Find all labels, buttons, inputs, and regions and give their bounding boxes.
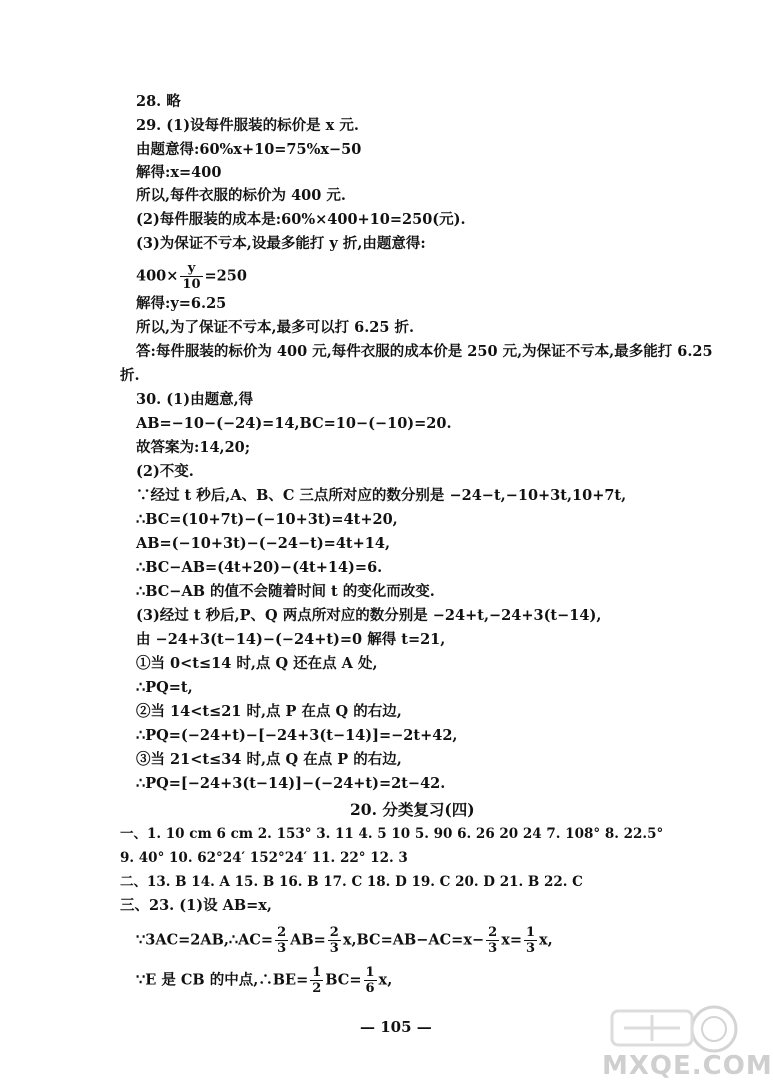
fraction-numerator: 2 <box>329 925 339 940</box>
fraction-1-2 <box>310 966 323 995</box>
answer-30-line-10: (3)经过 t 秒后,P、Q 两点所对应的数分别是 −24+t,−24+3(t−14), <box>136 607 602 624</box>
answer-30-line-4: (2)不变. <box>136 463 194 480</box>
fraction-2-3 <box>275 926 288 955</box>
section-1-line-1: 一、1. 10 cm 6 cm 2. 153° 3. 11 4. 5 10 5. 90 6. 26 20 24 7. 108° 8. 22.5° <box>120 826 664 842</box>
text-seg: ∵3AC=2AB,∴AC= <box>136 931 274 949</box>
answer-28: 28. 略 <box>136 93 181 110</box>
answer-30-line-1: 30. (1)由题意,得 <box>136 391 254 408</box>
answer-30-line-15: ∴PQ=(−24+t)−[−24+3(t−14)]=−2t+42, <box>136 727 458 744</box>
answer-30-line-11: 由 −24+3(t−14)−(−24+t)=0 解得 t=21, <box>136 631 446 648</box>
text-seg: x, <box>539 931 553 949</box>
text-seg: x= <box>501 931 522 949</box>
fraction-numerator: 1 <box>312 965 322 980</box>
answer-30-line-13: ∴PQ=t, <box>136 679 193 696</box>
page-number: — 105 — <box>360 1018 432 1036</box>
fraction-numerator: 1 <box>365 965 375 980</box>
answer-29-line-10: 折. <box>120 367 140 384</box>
answer-30-line-3: 故答案为:14,20; <box>136 439 251 456</box>
answer-30-line-17: ∴PQ=[−24+3(t−14)]−(−24+t)=2t−42. <box>136 775 446 792</box>
watermark-text: MXQE.COM <box>602 1051 773 1081</box>
text-seg: BC= <box>325 971 362 989</box>
answer-30-line-5: ∵经过 t 秒后,A、B、C 三点所对应的数分别是 −24−t,−10+3t,10+7t, <box>136 487 627 504</box>
text-seg: x,BC=AB−AC=x− <box>342 931 485 949</box>
fraction-denominator: 10 <box>182 277 201 292</box>
answer-30-line-2: AB=−10−(−24)=14,BC=10−(−10)=20. <box>136 415 452 432</box>
section-2-line: 二、13. B 14. A 15. B 16. B 17. C 18. D 19. C 20. D 21. B 22. C <box>120 874 583 890</box>
fraction-1-3 <box>524 926 537 955</box>
answer-29-line-4: 所以,每件衣服的标价为 400 元. <box>136 187 346 204</box>
answer-30-line-16: ③当 21<t≤34 时,点 Q 在点 P 的右边, <box>136 751 402 768</box>
answer-29-line-3: 解得:x=400 <box>136 164 222 181</box>
answer-29-line-9: 答:每件服装的标价为 400 元,每件衣服的成本价是 250 元,为保证不亏本,最多能打 6.25 <box>136 343 713 360</box>
fraction-numerator: 2 <box>277 925 287 940</box>
answer-30-line-8: ∴BC−AB=(4t+20)−(4t+14)=6. <box>136 559 383 576</box>
fraction-1-6 <box>364 966 377 995</box>
answer-30-line-9: ∴BC−AB 的值不会随着时间 t 的变化而改变. <box>136 583 435 600</box>
text-seg: AB= <box>290 931 326 949</box>
answer-30-line-6: ∴BC=(10+7t)−(−10+3t)=4t+20, <box>136 511 398 528</box>
answer-29-line-6: (3)为保证不亏本,设最多能打 y 折,由题意得: <box>136 235 426 252</box>
answer-29-equation <box>136 262 247 291</box>
fraction-numerator: 1 <box>525 925 536 940</box>
text-seg: ∵E 是 CB 的中点,∴BE= <box>136 971 309 989</box>
text-seg: x, <box>378 971 393 989</box>
answer-29-line-2: 由题意得:60%x+10=75%x−50 <box>136 141 362 158</box>
fraction-2-3 <box>486 926 499 955</box>
equation-suffix: =250 <box>204 267 247 285</box>
fraction-numerator: 2 <box>488 925 498 940</box>
fraction-denominator: 2 <box>312 981 322 996</box>
answer-30-line-12: ①当 0<t≤14 时,点 Q 还在点 A 处, <box>136 655 378 672</box>
fraction-denominator: 3 <box>525 941 536 956</box>
answer-29-line-8: 所以,为了保证不亏本,最多可以打 6.25 折. <box>136 319 415 336</box>
answer-29-line-5: (2)每件服装的成本是:60%×400+10=250(元). <box>136 211 466 228</box>
answer-29-line-1: 29. (1)设每件服装的标价是 x 元. <box>136 117 359 134</box>
fraction-numerator: y <box>180 262 202 277</box>
fraction-denominator: 3 <box>277 941 287 956</box>
fraction-denominator: 3 <box>329 941 339 956</box>
section-title: 20. 分类复习(四) <box>350 800 475 819</box>
answer-29-line-7: 解得:y=6.25 <box>136 295 227 312</box>
fraction-y-over-10 <box>180 262 202 291</box>
watermark-logo <box>602 1001 773 1081</box>
fraction-denominator: 3 <box>488 941 498 956</box>
section-3-line-2 <box>136 926 553 955</box>
section-3-line-1: 三、23. (1)设 AB=x, <box>120 897 272 914</box>
answer-30-line-14: ②当 14<t≤21 时,点 P 在点 Q 的右边, <box>136 703 402 720</box>
section-1-line-2: 9. 40° 10. 62°24′ 152°24′ 11. 22° 12. 3 <box>120 850 408 866</box>
fraction-denominator: 6 <box>365 981 375 996</box>
answer-30-line-7: AB=(−10+3t)−(−24−t)=4t+14, <box>136 535 390 552</box>
watermark-emblem-icon <box>602 1001 742 1057</box>
section-3-line-3 <box>136 966 392 995</box>
fraction-2-3 <box>328 926 341 955</box>
equation-prefix: 400× <box>136 267 179 285</box>
